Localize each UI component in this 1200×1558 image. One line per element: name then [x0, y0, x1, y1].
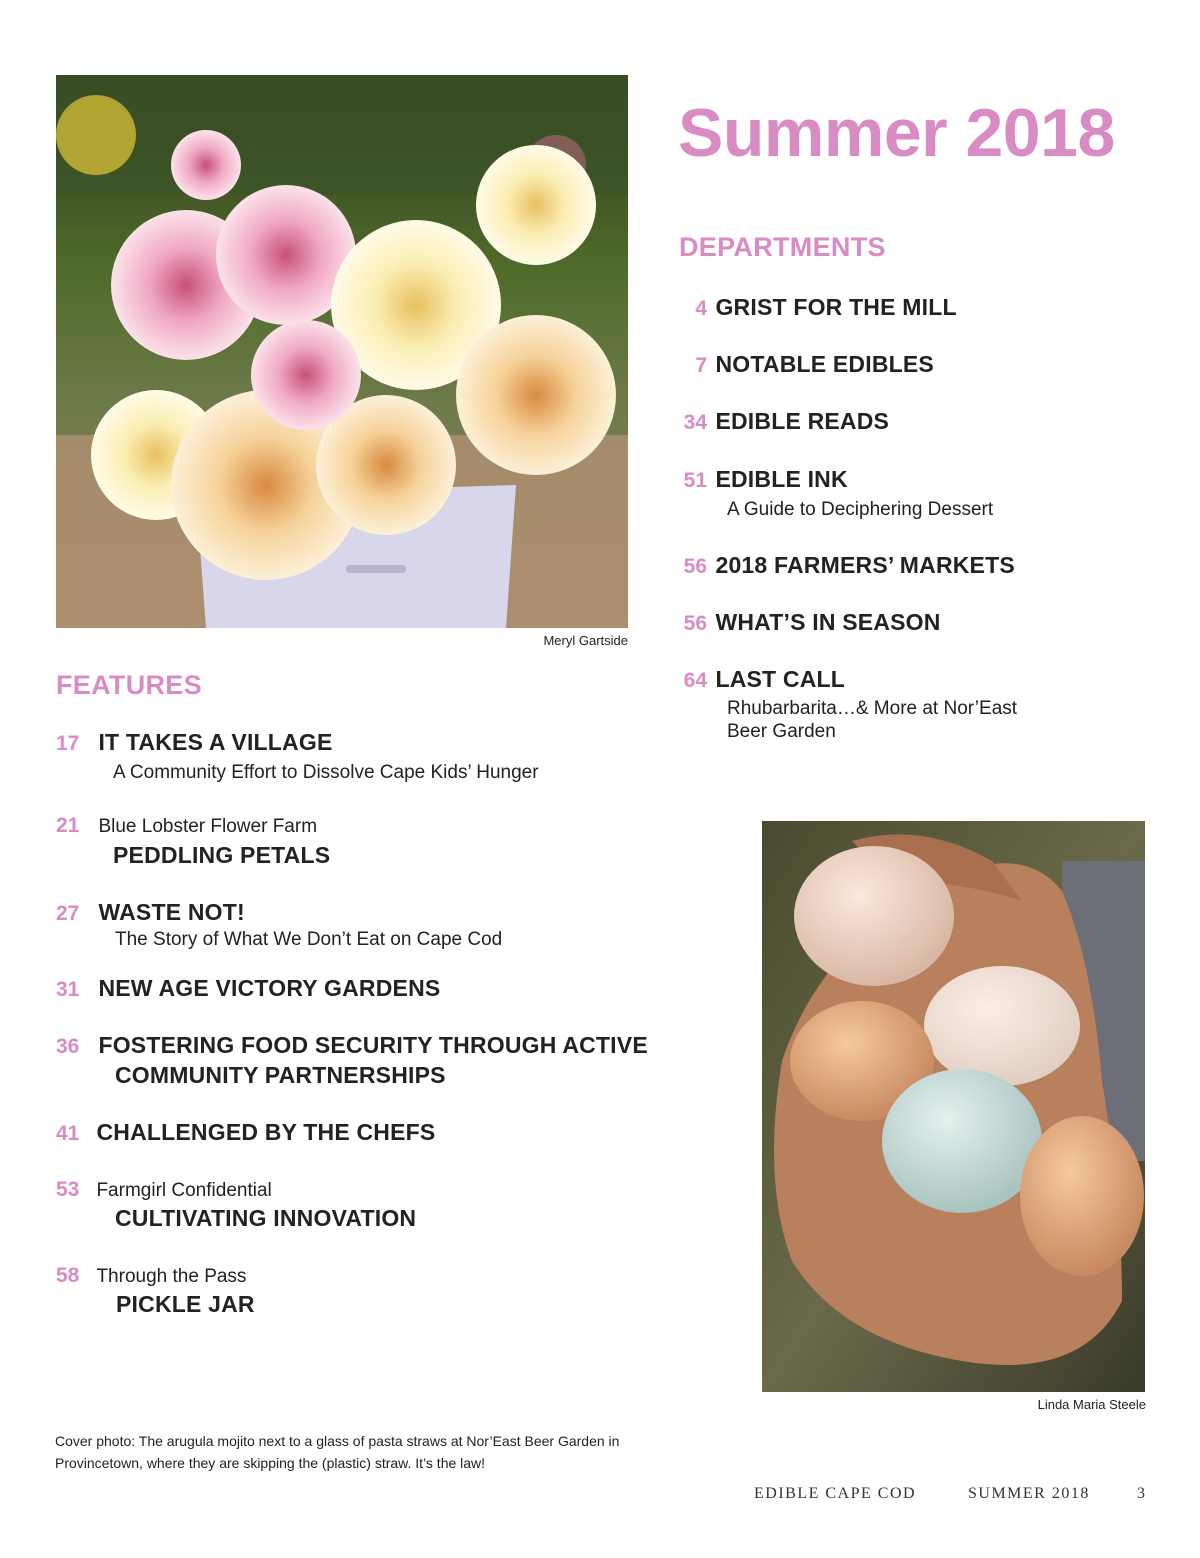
- footer-issue: SUMMER 2018: [968, 1485, 1090, 1502]
- dept-subtitle: Beer Garden: [727, 721, 836, 742]
- dept-title: WHAT’S IN SEASON: [715, 609, 941, 635]
- eggs-photo: [762, 821, 1145, 1392]
- footer-publication: EDIBLE CAPE COD: [754, 1485, 917, 1502]
- page-number: 56: [683, 612, 707, 635]
- page-title: Summer 2018: [678, 95, 1115, 171]
- page-number: 58: [56, 1264, 80, 1287]
- cover-caption: [55, 1430, 619, 1474]
- dept-item-edible-reads[interactable]: [679, 408, 889, 435]
- dept-item-whats-in-season[interactable]: [679, 609, 941, 636]
- dept-item-edible-ink[interactable]: [679, 466, 848, 493]
- eggs-photo-credit: Linda Maria Steele: [1037, 1397, 1146, 1412]
- feature-pretitle: Farmgirl Confidential: [96, 1180, 272, 1201]
- dept-item-notable-edibles[interactable]: [679, 351, 934, 378]
- features-heading: FEATURES: [56, 670, 202, 700]
- feature-item-chefs[interactable]: [56, 1119, 435, 1146]
- page-number: 31: [56, 978, 80, 1001]
- dept-item-farmers-markets[interactable]: [679, 552, 1015, 579]
- flowers-photo-credit: Meryl Gartside: [543, 633, 628, 648]
- dept-title: EDIBLE READS: [715, 408, 890, 434]
- feature-title: FOSTERING FOOD SECURITY THROUGH ACTIVE: [98, 1032, 648, 1058]
- feature-title: PEDDLING PETALS: [113, 842, 331, 868]
- page-number: 51: [683, 469, 707, 492]
- dept-title: NOTABLE EDIBLES: [715, 351, 934, 377]
- page-number: 64: [683, 669, 707, 692]
- dept-subtitle: A Guide to Deciphering Dessert: [727, 499, 994, 520]
- feature-subtitle: The Story of What We Don’t Eat on Cape Cod: [115, 929, 503, 950]
- feature-item-pickle-jar[interactable]: [56, 1264, 246, 1288]
- feature-title: CHALLENGED BY THE CHEFS: [96, 1119, 436, 1145]
- dept-subtitle: Rhubarbarita…& More at Nor’East: [727, 698, 1018, 719]
- page-number: 7: [695, 354, 707, 377]
- feature-title: WASTE NOT!: [98, 899, 245, 925]
- feature-pretitle: Blue Lobster Flower Farm: [98, 816, 318, 837]
- dept-title: GRIST FOR THE MILL: [715, 294, 957, 320]
- feature-item-village[interactable]: [56, 729, 332, 756]
- page-number: 56: [683, 555, 707, 578]
- dahlia-illustration: [56, 75, 628, 628]
- dept-title: LAST CALL: [715, 666, 846, 692]
- departments-heading: DEPARTMENTS: [679, 232, 886, 262]
- feature-item-food-security[interactable]: [56, 1032, 648, 1059]
- dept-item-grist[interactable]: [679, 294, 957, 321]
- page-number: 41: [56, 1122, 80, 1145]
- page-number: 21: [56, 814, 80, 837]
- eggs-illustration: [762, 821, 1145, 1392]
- page-number: 53: [56, 1178, 80, 1201]
- feature-item-waste-not[interactable]: [56, 899, 245, 926]
- page-number: 4: [695, 297, 707, 320]
- dept-title: EDIBLE INK: [715, 466, 848, 492]
- dept-item-last-call[interactable]: [679, 666, 845, 693]
- feature-item-cultivating-innovation[interactable]: [56, 1178, 272, 1202]
- cover-caption-line-1: Cover photo: The arugula mojito next to a glass of pasta straws at Nor’East Beer Garden in: [55, 1433, 620, 1449]
- dahlia-photo: [56, 75, 628, 628]
- footer-page-number: 3: [1137, 1485, 1147, 1502]
- feature-subtitle: A Community Effort to Dissolve Cape Kids’ Hunger: [113, 762, 539, 783]
- page-number: 36: [56, 1035, 80, 1058]
- feature-item-peddling-petals[interactable]: [56, 814, 317, 838]
- page-number: 34: [683, 411, 707, 434]
- feature-title: NEW AGE VICTORY GARDENS: [98, 975, 441, 1001]
- page-number: 27: [56, 902, 80, 925]
- feature-title-continued: COMMUNITY PARTNERSHIPS: [115, 1062, 446, 1088]
- cover-caption-line-2: Provincetown, where they are skipping the (plastic) straw. It’s the law!: [55, 1455, 486, 1471]
- feature-title: CULTIVATING INNOVATION: [115, 1205, 417, 1231]
- feature-pretitle: Through the Pass: [96, 1266, 247, 1287]
- feature-item-victory-gardens[interactable]: [56, 975, 440, 1002]
- page-number: 17: [56, 732, 80, 755]
- feature-title: IT TAKES A VILLAGE: [98, 729, 333, 755]
- dept-title: 2018 FARMERS’ MARKETS: [715, 552, 1015, 578]
- feature-title: PICKLE JAR: [116, 1291, 255, 1317]
